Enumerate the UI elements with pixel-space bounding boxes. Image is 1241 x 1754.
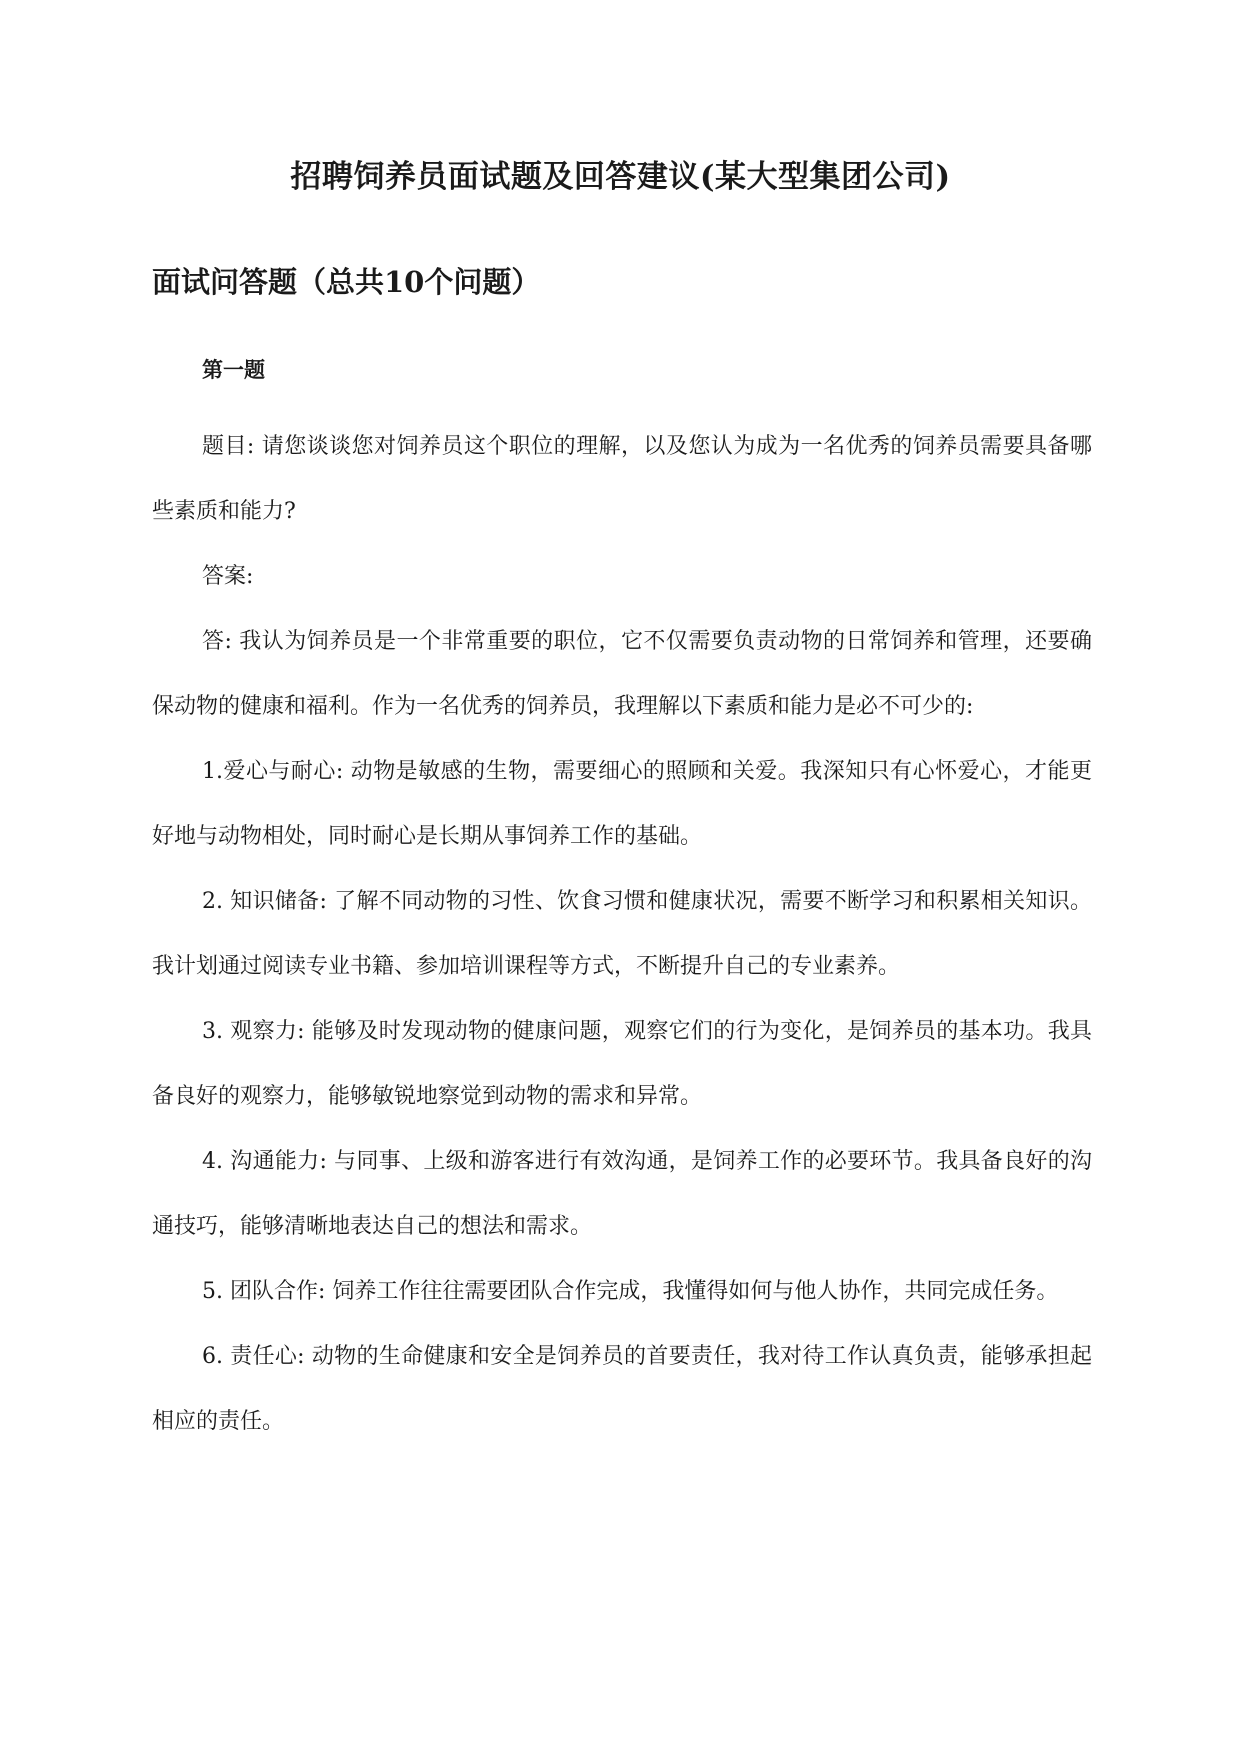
answer-point: 6. 责任心: 动物的生命健康和安全是饲养员的首要责任，我对待工作认真负责，能够承担起相应的责任。 — [152, 1344, 1092, 1434]
question-label: 第一题 — [202, 357, 265, 382]
answer-point: 3. 观察力: 能够及时发现动物的健康问题，观察它们的行为变化，是饲养员的基本功。我具备良好的观察力，能够敏锐地察觉到动物的需求和异常。 — [152, 1019, 1092, 1109]
section-heading: 面试问答题（总共10个问题） — [152, 265, 541, 299]
answer-point: 1.爱心与耐心: 动物是敏感的生物，需要细心的照顾和关爱。我深知只有心怀爱心，才能更好地与动物相处，同时耐心是长期从事饲养工作的基础。 — [152, 759, 1092, 849]
answer-label: 答案: — [202, 564, 254, 589]
answer-point: 5. 团队合作: 饲养工作往往需要团队合作完成，我懂得如何与他人协作，共同完成任务。 — [202, 1279, 1059, 1304]
question-block — [152, 348, 1092, 1454]
answer-point: 4. 沟通能力: 与同事、上级和游客进行有效沟通，是饲养工作的必要环节。我具备良好的沟通技巧，能够清晰地表达自己的想法和需求。 — [152, 1149, 1092, 1239]
answer-intro: 答: 我认为饲养员是一个非常重要的职位，它不仅需要负责动物的日常饲养和管理，还要确保动物的健康和福利。作为一名优秀的饲养员，我理解以下素质和能力是必不可少的: — [152, 629, 1092, 719]
question-prompt: 题目: 请您谈谈您对饲养员这个职位的理解，以及您认为成为一名优秀的饲养员需要具备哪些素质和能力? — [152, 434, 1092, 524]
document-title: 招聘饲养员面试题及回答建议(某大型集团公司) — [290, 159, 951, 195]
answer-point: 2. 知识储备: 了解不同动物的习性、饮食习惯和健康状况，需要不断学习和积累相关知识。我计划通过阅读专业书籍、参加培训课程等方式，不断提升自己的专业素养。 — [152, 889, 1092, 979]
